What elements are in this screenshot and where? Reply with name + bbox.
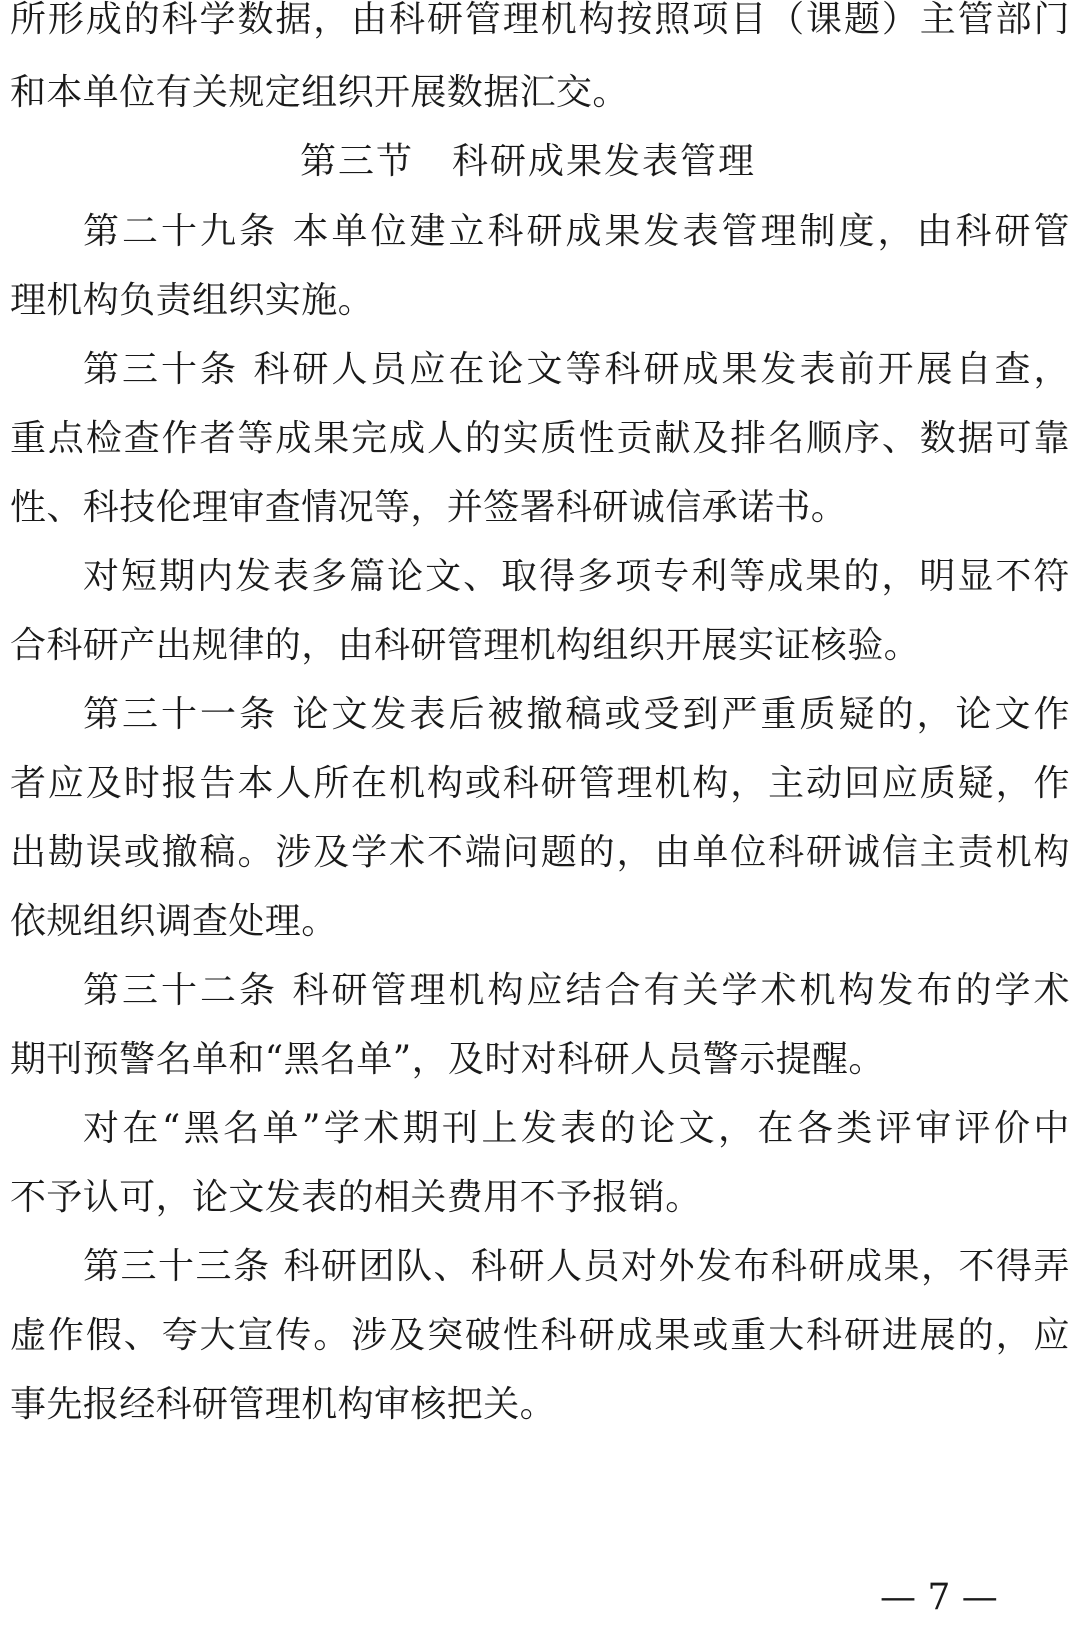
article-33-line-2: 虚 作 假 、 夸 大 宣 传 。 涉 及 突 破 性 科 研 成 果 或 重 大 科 研 进 展 的 ， 应: [10, 1315, 1070, 1356]
verification-line-1: 对 短 期 内 发 表 多 篇 论 文 、 取 得 多 项 专 利 等 成 果 的 ， 明 显 不 符: [83, 556, 1070, 597]
continuation-line-2: 和本单位有关规定组织开展数据汇交。: [10, 72, 629, 113]
blacklist-line-2: 不予认可，论文发表的相关费用不予报销。: [10, 1177, 702, 1218]
article-29-line-1: 第 二 十 九 条 本 单 位 建 立 科 研 成 果 发 表 管 理 制 度 ， 由 科 研 管: [83, 211, 1070, 252]
article-33-line-3: 事先报经科研管理机构审核把关。: [10, 1384, 557, 1425]
continuation-line-1: 所 形 成 的 科 学 数 据 ， 由 科 研 管 理 机 构 按 照 项 目 （ 课 题 ） 主 管 部 门: [10, 0, 1070, 40]
blacklist-line-1: 对 在 “ 黑 名 单 ” 学 术 期 刊 上 发 表 的 论 文 ， 在 各 类 评 审 评 价 中: [83, 1108, 1070, 1149]
article-30-line-3: 性、科技伦理审查情况等，并签署科研诚信承诺书。: [10, 487, 848, 528]
article-30-line-1: 第 三 十 条 科 研 人 员 应 在 论 文 等 科 研 成 果 发 表 前 开 展 自 查 ，: [83, 349, 1070, 390]
article-31-line-1: 第 三 十 一 条 论 文 发 表 后 被 撤 稿 或 受 到 严 重 质 疑 的 ， 论 文 作: [83, 694, 1070, 735]
verification-line-2: 合科研产出规律的，由科研管理机构组织开展实证核验。: [10, 625, 921, 666]
article-33-line-1: 第 三 十 三 条 科 研 团 队 、 科 研 人 员 对 外 发 布 科 研 成 果 ， 不 得 弄: [83, 1246, 1070, 1287]
article-32-line-2: 期刊预警名单和“黑名单”，及时对科研人员警示提醒。: [10, 1039, 885, 1080]
page-number: — 7 —: [880, 1577, 998, 1618]
article-30-line-2: 重 点 检 查 作 者 等 成 果 完 成 人 的 实 质 性 贡 献 及 排 名 顺 序 、 数 据 可 靠: [10, 418, 1070, 459]
article-31-line-3: 出 勘 误 或 撤 稿 。 涉 及 学 术 不 端 问 题 的 ， 由 单 位 科 研 诚 信 主 责 机 构: [10, 832, 1070, 873]
article-29-line-2: 理机构负责组织实施。: [10, 280, 375, 321]
article-32-line-1: 第 三 十 二 条 科 研 管 理 机 构 应 结 合 有 关 学 术 机 构 发 布 的 学 术: [83, 970, 1070, 1011]
section-heading: 第三节 科研成果发表管理: [300, 141, 757, 182]
article-31-line-2: 者 应 及 时 报 告 本 人 所 在 机 构 或 科 研 管 理 机 构 ， 主 动 回 应 质 疑 ， 作: [10, 763, 1070, 804]
article-31-line-4: 依规组织调查处理。: [10, 901, 338, 942]
